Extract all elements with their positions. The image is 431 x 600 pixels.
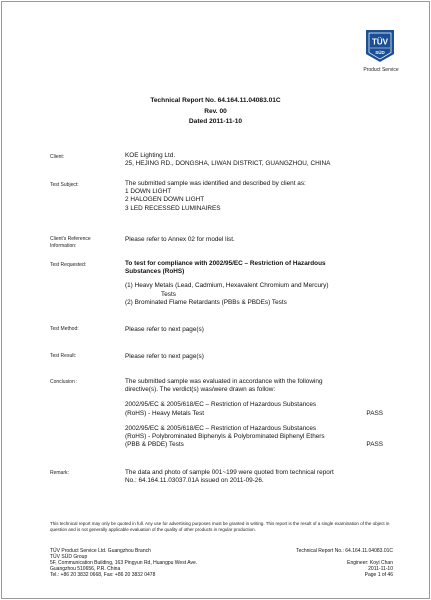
client-value (125, 152, 395, 168)
report-header (0, 96, 431, 128)
test-subject-line: The submitted sample was identified and described by client as: (125, 180, 306, 187)
verdict-2-result: PASS (366, 441, 383, 449)
footer-report-number: Technical Report No.: 64.164.11.04083.01C (296, 548, 393, 554)
remark-line: No.: 64.164.11.03037.01A issued on 2011-09-26. (125, 477, 264, 485)
test-requested-heading: Substances (RoHS) (125, 268, 185, 276)
verdict-2 (125, 441, 383, 449)
test-requested-value (125, 260, 395, 307)
test-requested-item: (2) Brominated Flame Retardants (PBBs & PBDEs) Tests (125, 298, 287, 306)
footer-company-line: Tel.: +86 20 3832 0668, Fax: +86 20 3832 0478 (50, 571, 156, 578)
test-result-label: Test Result: (50, 353, 77, 359)
footer-date: 2011-11-10 (368, 565, 393, 572)
test-requested-item: (1) Heavy Metals (Lead, Cadmium, Hexavalent Chromium and Mercury) (125, 282, 329, 290)
footer-page-number: Page 1 of 46 (364, 571, 393, 578)
logo-caption: Product Service (363, 67, 399, 73)
test-subject-item: 3 LED RECESSED LUMINAIRES (125, 204, 221, 212)
tuv-sud-logo (362, 28, 398, 64)
client-address: 25, HEJING RD., DONGSHA, LIWAN DISTRICT, GUANGZHOU, CHINA (125, 160, 331, 168)
test-requested-label: Test Requested: (50, 262, 87, 268)
test-subject-item: 2 HALOGEN DOWN LIGHT (125, 196, 205, 204)
client-reference-label-line: Information: (50, 242, 77, 249)
conclusion-value (125, 378, 395, 449)
verdict-2-line: (PBB & PBDE) Tests (125, 441, 184, 449)
verdict-2-line: (RoHS) - Polybrominated Biphenyls & Polybrominated Biphenyl Ethers (125, 433, 325, 441)
footer-company-line: 5F, Communication Building, 163 Pingyun Rd, Huangpu West Ave. (50, 559, 198, 566)
footer-engineer: Engineer: Koyi Chan (347, 559, 393, 566)
disclaimer: This technical report may only be quoted in full. Any use for advertising purposes must be granted in writing. This report is the result of a single examination of the object in question and is not generally applicable evaluation of the quality of other products in regular production. (50, 521, 390, 532)
conclusion-intro: The submitted sample was evaluated in accordance with the following (125, 378, 323, 385)
client-name: KOE Lighting Ltd. (125, 152, 176, 159)
remark-label: Remark: (50, 470, 69, 476)
client-reference-label (50, 236, 116, 249)
test-result-value: Please refer to next page(s) (125, 353, 204, 360)
verdict-1-line: (RoHS) - Heavy Metals Test (125, 409, 205, 417)
footer-report-info (296, 549, 393, 579)
client-label: Client: (50, 154, 65, 160)
test-method-value: Please refer to next page(s) (125, 326, 204, 333)
verdict-2-line: 2002/95/EC & 2005/618/EC – Restriction of Hazardous Substances (125, 424, 317, 432)
client-reference-label-line: Client's Reference (50, 236, 91, 242)
conclusion-intro: directive(s). The verdict(s) was/were drawn as follow: (125, 386, 276, 394)
report-date: Dated 2011-11-10 (188, 118, 243, 125)
remark-value (125, 469, 395, 485)
footer-company (50, 549, 197, 579)
verdict-1-line: 2002/95/EC & 2005/618/EC – Restriction of Hazardous Substances (125, 401, 317, 409)
report-revision: Rev. 00 (204, 107, 227, 115)
footer-company-line: TÜV SÜD Group (50, 553, 88, 560)
client-reference-value: Please refer to Annex 02 for model list. (125, 236, 235, 243)
footer-company-line: TÜV Product Service Ltd. Guangzhou Branch (50, 548, 151, 554)
test-subject-value (125, 180, 395, 213)
footer-company-line: Guangzhou 510656, P.R. China (50, 565, 121, 572)
test-method-label: Test Method: (50, 326, 79, 332)
logo-text-bottom: SÜD (375, 50, 385, 55)
verdict-1-result: PASS (366, 409, 383, 417)
remark-line: The data and photo of sample 001~199 were quoted from technical report (125, 469, 334, 476)
conclusion-label: Conclusion : (50, 379, 78, 385)
test-requested-item: Tests (161, 290, 176, 298)
test-requested-heading: To test for compliance with 2002/95/EC – Restriction of Hazardous (125, 260, 326, 267)
test-subject-label: Test Subject: (50, 182, 79, 188)
test-subject-item: 1 DOWN LIGHT (125, 188, 172, 196)
verdict-1 (125, 410, 383, 418)
report-title: Technical Report No. 64.164.11.04083.01C (150, 97, 281, 104)
logo-text-top: TÜV (372, 37, 388, 47)
